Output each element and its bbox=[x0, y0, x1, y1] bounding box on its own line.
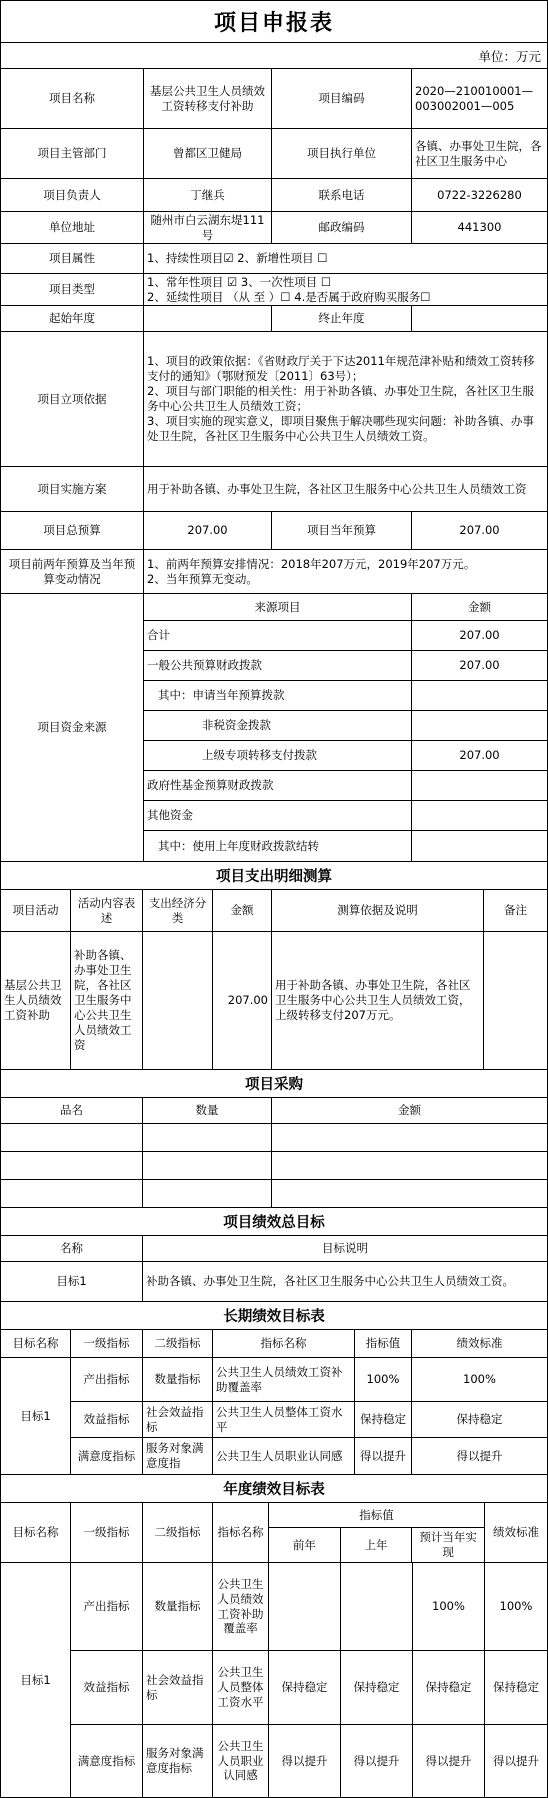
funds-row bbox=[144, 831, 547, 861]
dept-value: 曾都区卫健局 bbox=[144, 129, 272, 178]
funds-source: 政府性基金预算财政拨款 bbox=[144, 771, 412, 800]
annual-prev1: 得以提升 bbox=[341, 1725, 413, 1797]
funds-source: 上级专项转移支付拨款 bbox=[144, 741, 412, 770]
detail-head-note: 备注 bbox=[504, 903, 527, 918]
person-label: 项目负责人 bbox=[1, 179, 144, 211]
type-value bbox=[144, 274, 547, 305]
phone-value: 0722-3226280 bbox=[437, 187, 522, 202]
purchase-row bbox=[1, 1152, 547, 1180]
long-l1: 满意度指标 bbox=[71, 1438, 143, 1474]
purchase-cell bbox=[272, 1180, 547, 1207]
project-code-value: 2020—210010001—003002001—005 bbox=[415, 83, 534, 113]
person-value: 丁继兵 bbox=[144, 179, 272, 211]
annual-l1: 效益指标 bbox=[71, 1651, 143, 1724]
funds-amount bbox=[412, 831, 547, 861]
long-val: 保持稳定 bbox=[355, 1402, 412, 1437]
info-row-basis bbox=[1, 332, 547, 467]
long-l1: 效益指标 bbox=[71, 1402, 143, 1437]
long-goal-name: 目标1 bbox=[1, 1358, 71, 1474]
prev-budget-text bbox=[144, 550, 547, 593]
perf-goal-desc: 补助各镇、办事处卫生院，各社区卫生服务中心公共卫生人员绩效工资。 bbox=[146, 1274, 514, 1289]
funds-block bbox=[1, 594, 547, 862]
long-section-title: 长期绩效目标表 bbox=[1, 1302, 547, 1330]
end-year-label: 终止年度 bbox=[272, 306, 412, 331]
annual-ind: 公共卫生人员绩效工资补助覆盖率 bbox=[213, 1563, 269, 1650]
annual-prev2: 保持稳定 bbox=[269, 1651, 341, 1724]
annual-head-l1: 一级指标 bbox=[71, 1503, 143, 1562]
address-value: 随州市白云湖东堤111号 bbox=[144, 212, 272, 243]
annual-std: 保持稳定 bbox=[493, 1680, 539, 1695]
info-row-prev bbox=[1, 550, 547, 594]
annual-expect: 保持稳定 bbox=[413, 1651, 485, 1724]
annual-ind: 公共卫生人员整体工资水平 bbox=[213, 1651, 269, 1724]
long-l2: 服务对象满意度指 bbox=[143, 1438, 213, 1474]
annual-head-val-group bbox=[269, 1503, 485, 1562]
long-row bbox=[71, 1358, 547, 1402]
info-row-plan bbox=[1, 467, 547, 512]
perf-head-desc: 目标说明 bbox=[322, 1241, 368, 1256]
info-row-type bbox=[1, 274, 547, 306]
long-head-goal: 目标名称 bbox=[1, 1330, 71, 1357]
funds-row bbox=[144, 771, 547, 801]
annual-head-l2: 二级指标 bbox=[143, 1503, 213, 1562]
annual-l1: 产出指标 bbox=[71, 1563, 143, 1650]
annual-expect: 得以提升 bbox=[413, 1725, 485, 1797]
long-l1: 产出指标 bbox=[71, 1358, 143, 1401]
prev-line-1: 1、前两年预算安排情况：2018年207万元，2019年207万元。 bbox=[147, 556, 476, 571]
funds-row bbox=[144, 681, 547, 711]
annual-goal-name: 目标1 bbox=[1, 1563, 71, 1797]
perf-head-name: 名称 bbox=[1, 1236, 143, 1261]
funds-amount bbox=[412, 711, 547, 740]
annual-prev1: 保持稳定 bbox=[341, 1651, 413, 1724]
long-std: 100% bbox=[463, 1372, 496, 1387]
funds-row bbox=[144, 801, 547, 831]
long-l2: 社会效益指标 bbox=[143, 1402, 213, 1437]
purchase-cell bbox=[1, 1152, 143, 1179]
funds-source: 非税资金拨款 bbox=[144, 711, 412, 740]
prev-budget-label: 项目前两年预算及当年预算变动情况 bbox=[1, 550, 144, 593]
address-label: 单位地址 bbox=[1, 212, 144, 243]
funds-head-amount: 金额 bbox=[468, 599, 491, 614]
long-l2: 数量指标 bbox=[143, 1358, 213, 1401]
long-val: 100% bbox=[355, 1358, 412, 1401]
type-line-1: 1、常年性项目 ☑ 3、一次性项目 ☐ bbox=[147, 274, 332, 289]
annual-rows bbox=[71, 1563, 547, 1797]
annual-head-val: 指标值 bbox=[269, 1503, 484, 1528]
attr-value: 1、持续性项目☑ 2、新增性项目 ☐ bbox=[147, 251, 328, 266]
annual-row bbox=[71, 1651, 547, 1725]
annual-l2: 服务对象满意度指标 bbox=[143, 1725, 213, 1797]
long-head-ind: 指标名称 bbox=[213, 1330, 355, 1357]
long-rows bbox=[71, 1358, 547, 1474]
basis-label: 项目立项依据 bbox=[1, 332, 144, 466]
purchase-row bbox=[1, 1124, 547, 1152]
zip-value: 441300 bbox=[457, 220, 502, 235]
funds-amount bbox=[412, 681, 547, 710]
annual-prev2 bbox=[269, 1563, 341, 1650]
funds-header bbox=[144, 594, 547, 621]
detail-activity: 基层公共卫生人员绩效工资补助 bbox=[1, 932, 71, 1069]
info-row-dept bbox=[1, 129, 547, 179]
funds-label: 项目资金来源 bbox=[1, 594, 144, 861]
funds-source: 一般公共预算财政拨款 bbox=[144, 651, 412, 680]
purchase-row bbox=[1, 1180, 547, 1208]
detail-head-activity: 项目活动 bbox=[1, 890, 71, 931]
phone-label: 联系电话 bbox=[272, 179, 412, 211]
annual-header bbox=[1, 1503, 547, 1563]
long-ind: 公共卫生人员职业认同感 bbox=[213, 1438, 355, 1474]
long-head-l1: 一级指标 bbox=[71, 1330, 143, 1357]
detail-row bbox=[1, 932, 547, 1070]
long-header bbox=[1, 1330, 547, 1358]
exec-unit-value: 各镇、办事处卫生院，各社区卫生服务中心 bbox=[415, 138, 542, 168]
purchase-section-title: 项目采购 bbox=[1, 1070, 547, 1098]
prev-line-2: 2、当年预算无变动。 bbox=[147, 571, 258, 586]
perf-section-title: 项目绩效总目标 bbox=[1, 1208, 547, 1236]
info-row-name bbox=[1, 69, 547, 129]
long-std: 保持稳定 bbox=[456, 1412, 503, 1427]
annual-prev1 bbox=[341, 1563, 413, 1650]
year-budget-value: 207.00 bbox=[459, 523, 500, 538]
project-name-label: 项目名称 bbox=[1, 69, 144, 128]
detail-basis: 用于补助各镇、办事处卫生院，各社区卫生服务中心公共卫生人员绩效工资，上级转移支付207万元。 bbox=[272, 932, 484, 1069]
funds-source: 其他资金 bbox=[144, 801, 412, 830]
info-row-attr bbox=[1, 244, 547, 274]
annual-body bbox=[1, 1563, 547, 1797]
annual-head-expect: 预计当年实现 bbox=[419, 1530, 477, 1560]
annual-l2: 数量指标 bbox=[143, 1563, 213, 1650]
annual-l1: 满意度指标 bbox=[71, 1725, 143, 1797]
funds-source: 合计 bbox=[144, 621, 412, 650]
unit-label: 单位：万元 bbox=[1, 43, 547, 69]
purchase-cell bbox=[143, 1124, 272, 1151]
funds-row bbox=[144, 711, 547, 741]
dept-label: 项目主管部门 bbox=[1, 129, 144, 178]
purchase-cell bbox=[1, 1124, 143, 1151]
long-val: 得以提升 bbox=[355, 1438, 412, 1474]
purchase-cell bbox=[143, 1180, 272, 1207]
plan-text: 用于补助各镇、办事处卫生院，各社区卫生服务中心公共卫生人员绩效工资 bbox=[147, 481, 527, 496]
long-row bbox=[71, 1402, 547, 1438]
annual-head-prev1: 上年 bbox=[341, 1528, 413, 1562]
funds-row bbox=[144, 621, 547, 651]
long-body bbox=[1, 1358, 547, 1475]
attr-label: 项目属性 bbox=[1, 244, 144, 273]
annual-ind: 公共卫生人员职业认同感 bbox=[213, 1725, 269, 1797]
funds-amount: 207.00 bbox=[459, 658, 500, 673]
annual-prev2: 得以提升 bbox=[269, 1725, 341, 1797]
detail-header bbox=[1, 890, 547, 932]
purchase-cell bbox=[1, 1180, 143, 1207]
annual-head-val-sub bbox=[269, 1528, 484, 1562]
detail-content: 补助各镇、办事处卫生院，各社区卫生服务中心公共卫生人员绩效工资 bbox=[71, 932, 143, 1069]
long-row bbox=[71, 1438, 547, 1474]
detail-section-title: 项目支出明细测算 bbox=[1, 862, 547, 890]
perf-header bbox=[1, 1236, 547, 1262]
end-year-value bbox=[412, 306, 547, 331]
info-row-person bbox=[1, 179, 547, 212]
basis-text: 1、项目的政策依据：《省财政厅关于下达2011年规范津补贴和绩效工资转移支付的通知》（鄂财预发〔2011〕63号）； 2、项目与部门职能的相关性：用于补助各镇、办事处卫生院，各社区卫生服务中心公共卫生人员绩效工资； 3、项目实施的现实意义，即项目聚焦于解决哪些现实问题：补助各镇、办事处卫生院，各社区卫生服务中心公共卫生人员绩效工资。 bbox=[147, 354, 535, 443]
total-budget-label: 项目总预算 bbox=[1, 512, 144, 549]
funds-source: 其中：申请当年预算拨款 bbox=[144, 681, 412, 710]
detail-head-content: 活动内容表述 bbox=[71, 890, 143, 931]
info-row-budget bbox=[1, 512, 547, 550]
purchase-head-qty: 数量 bbox=[143, 1098, 272, 1123]
zip-label: 邮政编码 bbox=[272, 212, 412, 243]
funds-head-source: 来源项目 bbox=[144, 594, 412, 620]
annual-section-title: 年度绩效目标表 bbox=[1, 1475, 547, 1503]
annual-head-goal: 目标名称 bbox=[1, 1503, 71, 1562]
total-budget-value: 207.00 bbox=[144, 512, 272, 549]
project-name-value: 基层公共卫生人员绩效工资转移支付补助 bbox=[144, 69, 272, 128]
long-std: 得以提升 bbox=[456, 1448, 503, 1463]
purchase-cell bbox=[272, 1124, 547, 1151]
annual-std: 100% bbox=[499, 1599, 533, 1614]
form-title: 项目申报表 bbox=[1, 1, 547, 43]
year-budget-label: 项目当年预算 bbox=[272, 512, 412, 549]
long-head-val: 指标值 bbox=[355, 1330, 412, 1357]
perf-row bbox=[1, 1262, 547, 1302]
annual-l2: 社会效益指标 bbox=[143, 1651, 213, 1724]
info-row-addr bbox=[1, 212, 547, 244]
annual-row bbox=[71, 1725, 547, 1797]
project-code-label: 项目编码 bbox=[272, 69, 412, 128]
perf-goal-name: 目标1 bbox=[1, 1262, 143, 1301]
detail-head-amount: 金额 bbox=[213, 890, 272, 931]
start-year-value bbox=[144, 306, 272, 331]
detail-note bbox=[484, 932, 547, 1069]
start-year-label: 起始年度 bbox=[1, 306, 144, 331]
type-label: 项目类型 bbox=[1, 274, 144, 305]
detail-head-econ: 支出经济分类 bbox=[143, 890, 213, 931]
annual-head-prev2: 前年 bbox=[269, 1528, 341, 1562]
detail-amount: 207.00 bbox=[213, 932, 272, 1069]
funds-row bbox=[144, 741, 547, 771]
funds-amount bbox=[412, 771, 547, 800]
funds-row bbox=[144, 651, 547, 681]
annual-std: 得以提升 bbox=[493, 1753, 539, 1768]
purchase-head-name: 品名 bbox=[1, 1098, 143, 1123]
annual-head-std: 绩效标准 bbox=[493, 1525, 539, 1540]
detail-head-basis: 测算依据及说明 bbox=[272, 890, 484, 931]
exec-unit-label: 项目执行单位 bbox=[272, 129, 412, 178]
funds-amount: 207.00 bbox=[459, 628, 500, 643]
purchase-head-amount: 金额 bbox=[398, 1103, 421, 1118]
purchase-cell bbox=[143, 1152, 272, 1179]
purchase-cell bbox=[272, 1152, 547, 1179]
funds-source: 其中：使用上年度财政拨款结转 bbox=[144, 831, 412, 861]
funds-amount: 207.00 bbox=[459, 748, 500, 763]
long-ind: 公共卫生人员绩效工资补助覆盖率 bbox=[213, 1358, 355, 1401]
detail-econ bbox=[143, 932, 213, 1069]
annual-head-ind: 指标名称 bbox=[213, 1503, 269, 1562]
funds-table bbox=[144, 594, 547, 861]
annual-row bbox=[71, 1563, 547, 1651]
info-row-years bbox=[1, 306, 547, 332]
long-head-std: 绩效标准 bbox=[456, 1336, 503, 1351]
type-line-2: 2、延续性项目 （从 至 ）☐ 4.是否属于政府购买服务☐ bbox=[147, 289, 431, 304]
long-head-l2: 二级指标 bbox=[143, 1330, 213, 1357]
purchase-header bbox=[1, 1098, 547, 1124]
funds-amount bbox=[412, 801, 547, 830]
plan-label: 项目实施方案 bbox=[1, 467, 144, 511]
long-ind: 公共卫生人员整体工资水平 bbox=[213, 1402, 355, 1437]
annual-expect: 100% bbox=[413, 1563, 485, 1650]
